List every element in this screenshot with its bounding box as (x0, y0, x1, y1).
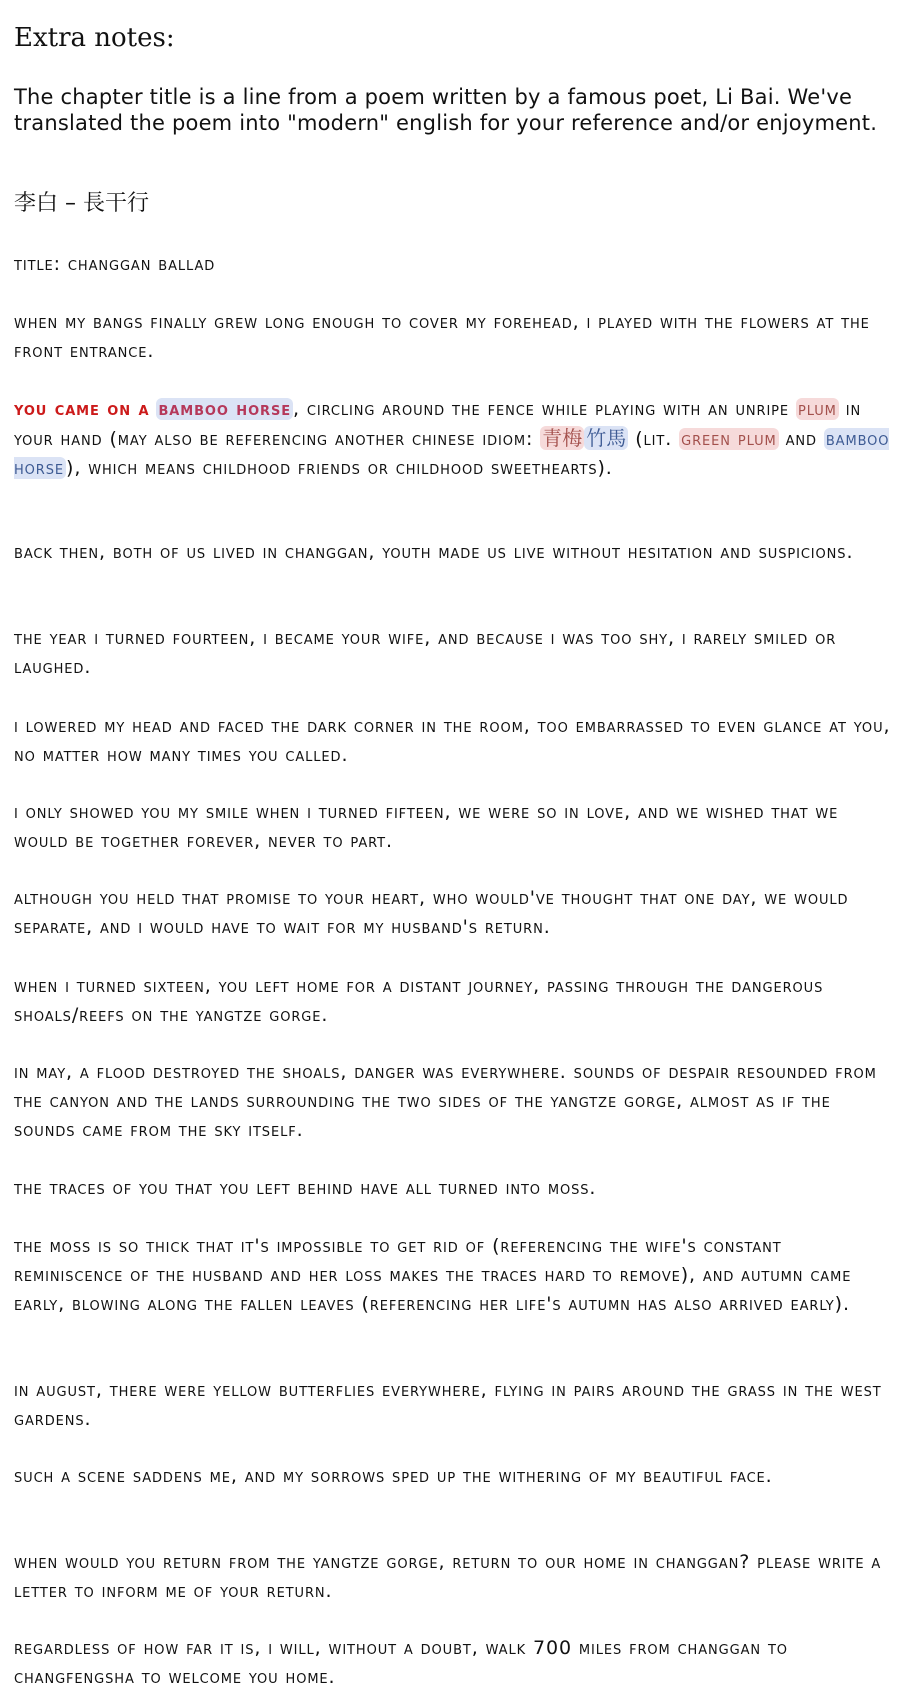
poem-paragraph-11: the moss is so thick that it's impossible to get rid of (referencing the wife's constant reminiscence of the husband and her loss makes the traces hard to remove), and autumn came early, blowing along the fallen leaves (referencing her life's autumn has also arrived early). (14, 1235, 852, 1315)
notes-heading: Extra notes: (14, 23, 175, 53)
poem-paragraph-6: i only showed you my smile when i turned fifteen, we were so in love, and we wished that we would be together forever, never to part. (14, 801, 839, 852)
highlight-red-text: you came on a (14, 398, 150, 420)
poem-paragraph-15: regardless of how far it is, i will, without a doubt, walk 700 miles from changgan to changfengsha to welcome you home. (14, 1637, 788, 1688)
poem-paragraph-8: when i turned sixteen, you left home for a distant journey, passing through the dangerous shoals/reefs on the yangtze gorge. (14, 975, 824, 1026)
highlight-green-plum: green plum (681, 428, 777, 450)
poem-paragraph-1: when my bangs finally grew long enough to cover my forehead, i played with the flowers at the front entrance. (14, 311, 870, 362)
poem-paragraph-5: i lowered my head and faced the dark corner in the room, too embarrassed to even glance at you, no matter how many times you called. (14, 715, 891, 766)
poem-paragraph-12: in august, there were yellow butterflies everywhere, flying in pairs around the grass in the west gardens. (14, 1379, 882, 1430)
poem-paragraph-2 (14, 395, 894, 483)
highlight-bamboo-horse-2: bamboo horse (14, 428, 890, 479)
poem-title-line: title: changgan ballad (14, 253, 216, 275)
poem-paragraph-14: when would you return from the yangtze gorge, return to our home in changgan? please write a letter to inform me of your return. (14, 1551, 882, 1602)
paragraph-text: ), which means childhood friends or childhood sweethearts). (66, 457, 613, 479)
poem-paragraph-7: although you held that promise to your heart, who would've thought that one day, we would separate, and i would have to wait for my husband's return. (14, 887, 849, 938)
highlight-bamboo-horse: bamboo horse (158, 398, 291, 420)
paragraph-text: (lit. (635, 428, 673, 450)
poem-paragraph-10: the traces of you that you left behind have all turned into moss. (14, 1177, 597, 1199)
idiom-blue: 竹馬 (586, 426, 627, 450)
poem-paragraph-13: such a scene saddens me, and my sorrows sped up the withering of my beautiful face. (14, 1465, 773, 1487)
poem-title: 李白 – 長干行 (14, 191, 149, 216)
poem-paragraph-3: back then, both of us lived in changgan, youth made us live without hesitation and suspicions. (14, 541, 854, 563)
highlight-plum: plum (797, 398, 837, 420)
intro-text: The chapter title is a line from a poem written by a famous poet, Li Bai. We've translated the poem into "modern" english for your reference and/or enjoyment. (14, 85, 878, 135)
paragraph-text: in your hand (may also be referencing another chinese idiom: (14, 398, 862, 450)
paragraph-text: and (785, 428, 817, 450)
paragraph-text: , circling around the fence while playing with an unripe (293, 398, 790, 420)
poem-paragraph-4: the year i turned fourteen, i became your wife, and because i was too shy, i rarely smiled or laughed. (14, 627, 837, 678)
idiom-pink: 青梅 (542, 426, 583, 450)
poem-paragraph-9: in may, a flood destroyed the shoals, danger was everywhere. sounds of despair resounded from the canyon and the lands surrounding the two sides of the yangtze gorge, almost as if the sounds came from the sky itself. (14, 1061, 877, 1141)
